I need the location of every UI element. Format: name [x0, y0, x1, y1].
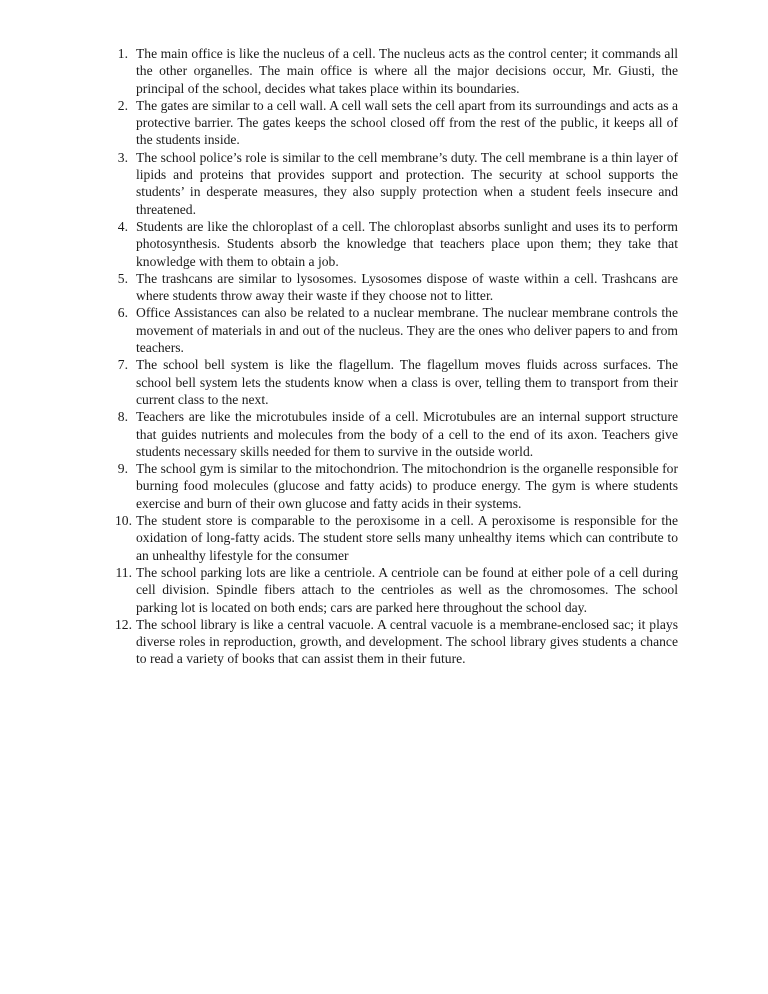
- list-item-text: The school police’s role is similar to the cell membrane’s duty. The cell membrane is a thin layer of lipids and proteins that provides support and protection. The security at school supports the students’ in desperate measures, they also supply protection when a student feels insecure and threatened.: [136, 149, 678, 217]
- list-item-text: Office Assistances can also be related to a nuclear membrane. The nuclear membrane controls the movement of materials in and out of the nucleus. They are the ones who deliver papers to and from teachers.: [136, 305, 678, 356]
- list-item-text: Teachers are like the microtubules inside of a cell. Microtubules are an internal support structure that guides nutrients and molecules from the body of a cell to the end of its axon. Teachers give students necessary skills needed for them to survive in the outside world.: [136, 409, 678, 459]
- list-item-number: 8.: [117, 409, 128, 425]
- list-item-text: The gates are similar to a cell wall. A cell wall sets the cell apart from its surroundings and acts as a protective barrier. The gates keeps the school closed off from the rest of the public, it keeps all of the students inside.: [136, 97, 678, 148]
- list-item-text: The school bell system is like the flagellum. The flagellum moves fluids across surfaces. The school bell system lets the students know when a class is over, telling them to transport from their current class to the next.: [136, 357, 678, 407]
- list-item-number: 7.: [117, 357, 128, 373]
- list-item-text: The school parking lots are like a centriole. A centriole can be found at either pole of a cell during cell division. Spindle fibers attach to the centrioles as well as the chromosomes. The school parking lot is located on both ends; cars are parked here throughout the school day.: [136, 564, 678, 615]
- list-item-text: Students are like the chloroplast of a cell. The chloroplast absorbs sunlight and uses its to perform photosynthesis. Students absorb the knowledge that teachers place upon them; they take that knowledge with them to obtain a job.: [136, 218, 678, 269]
- list-item: [104, 149, 678, 218]
- list-item-text: The student store is comparable to the peroxisome in a cell. A peroxisome is responsible for the oxidation of long-fatty acids. The student store sells many unhealthy items which can contribute to an unhealthy lifestyle for the consumer: [136, 513, 678, 563]
- list-item-number: 3.: [117, 149, 128, 165]
- list-item-number: 10.: [115, 513, 132, 529]
- list-item: [104, 270, 678, 305]
- list-item-number: 2.: [117, 97, 128, 113]
- list-item-number: 6.: [117, 305, 128, 321]
- list-item: [104, 218, 678, 270]
- numbered-list: [104, 45, 678, 668]
- list-item: [104, 512, 678, 564]
- list-item: [104, 97, 678, 149]
- list-item: [104, 564, 678, 616]
- list-item-number: 4.: [117, 218, 128, 234]
- list-item-number: 1.: [117, 46, 128, 61]
- list-item: [104, 45, 678, 97]
- list-item: [104, 408, 678, 460]
- list-item-number: 5.: [117, 270, 128, 286]
- list-item: [104, 304, 678, 356]
- list-item-number: 11.: [115, 564, 132, 580]
- list-item-text: The school gym is similar to the mitochondrion. The mitochondrion is the organelle responsible for burning food molecules (glucose and fatty acids) to produce energy. The gym is where students exercise and burn of their own glucose and fatty acids in their systems.: [136, 461, 678, 511]
- list-item-number: 12.: [115, 616, 132, 632]
- list-item: [104, 356, 678, 408]
- list-item: [104, 616, 678, 668]
- list-item-text: The trashcans are similar to lysosomes. Lysosomes dispose of waste within a cell. Trashcans are where students throw away their waste if they choose not to litter.: [136, 270, 678, 304]
- list-item-text: The main office is like the nucleus of a cell. The nucleus acts as the control center; it commands all the other organelles. The main office is where all the major decisions occur, Mr. Giusti, the principal of the school, decides what takes place within its boundaries.: [136, 46, 678, 96]
- list-item-text: The school library is like a central vacuole. A central vacuole is a membrane-enclosed sac; it plays diverse roles in reproduction, growth, and development. The school library gives students a chance to read a variety of books that can assist them in their future.: [136, 616, 678, 667]
- list-item-number: 9.: [117, 461, 128, 477]
- list-item: [104, 460, 678, 512]
